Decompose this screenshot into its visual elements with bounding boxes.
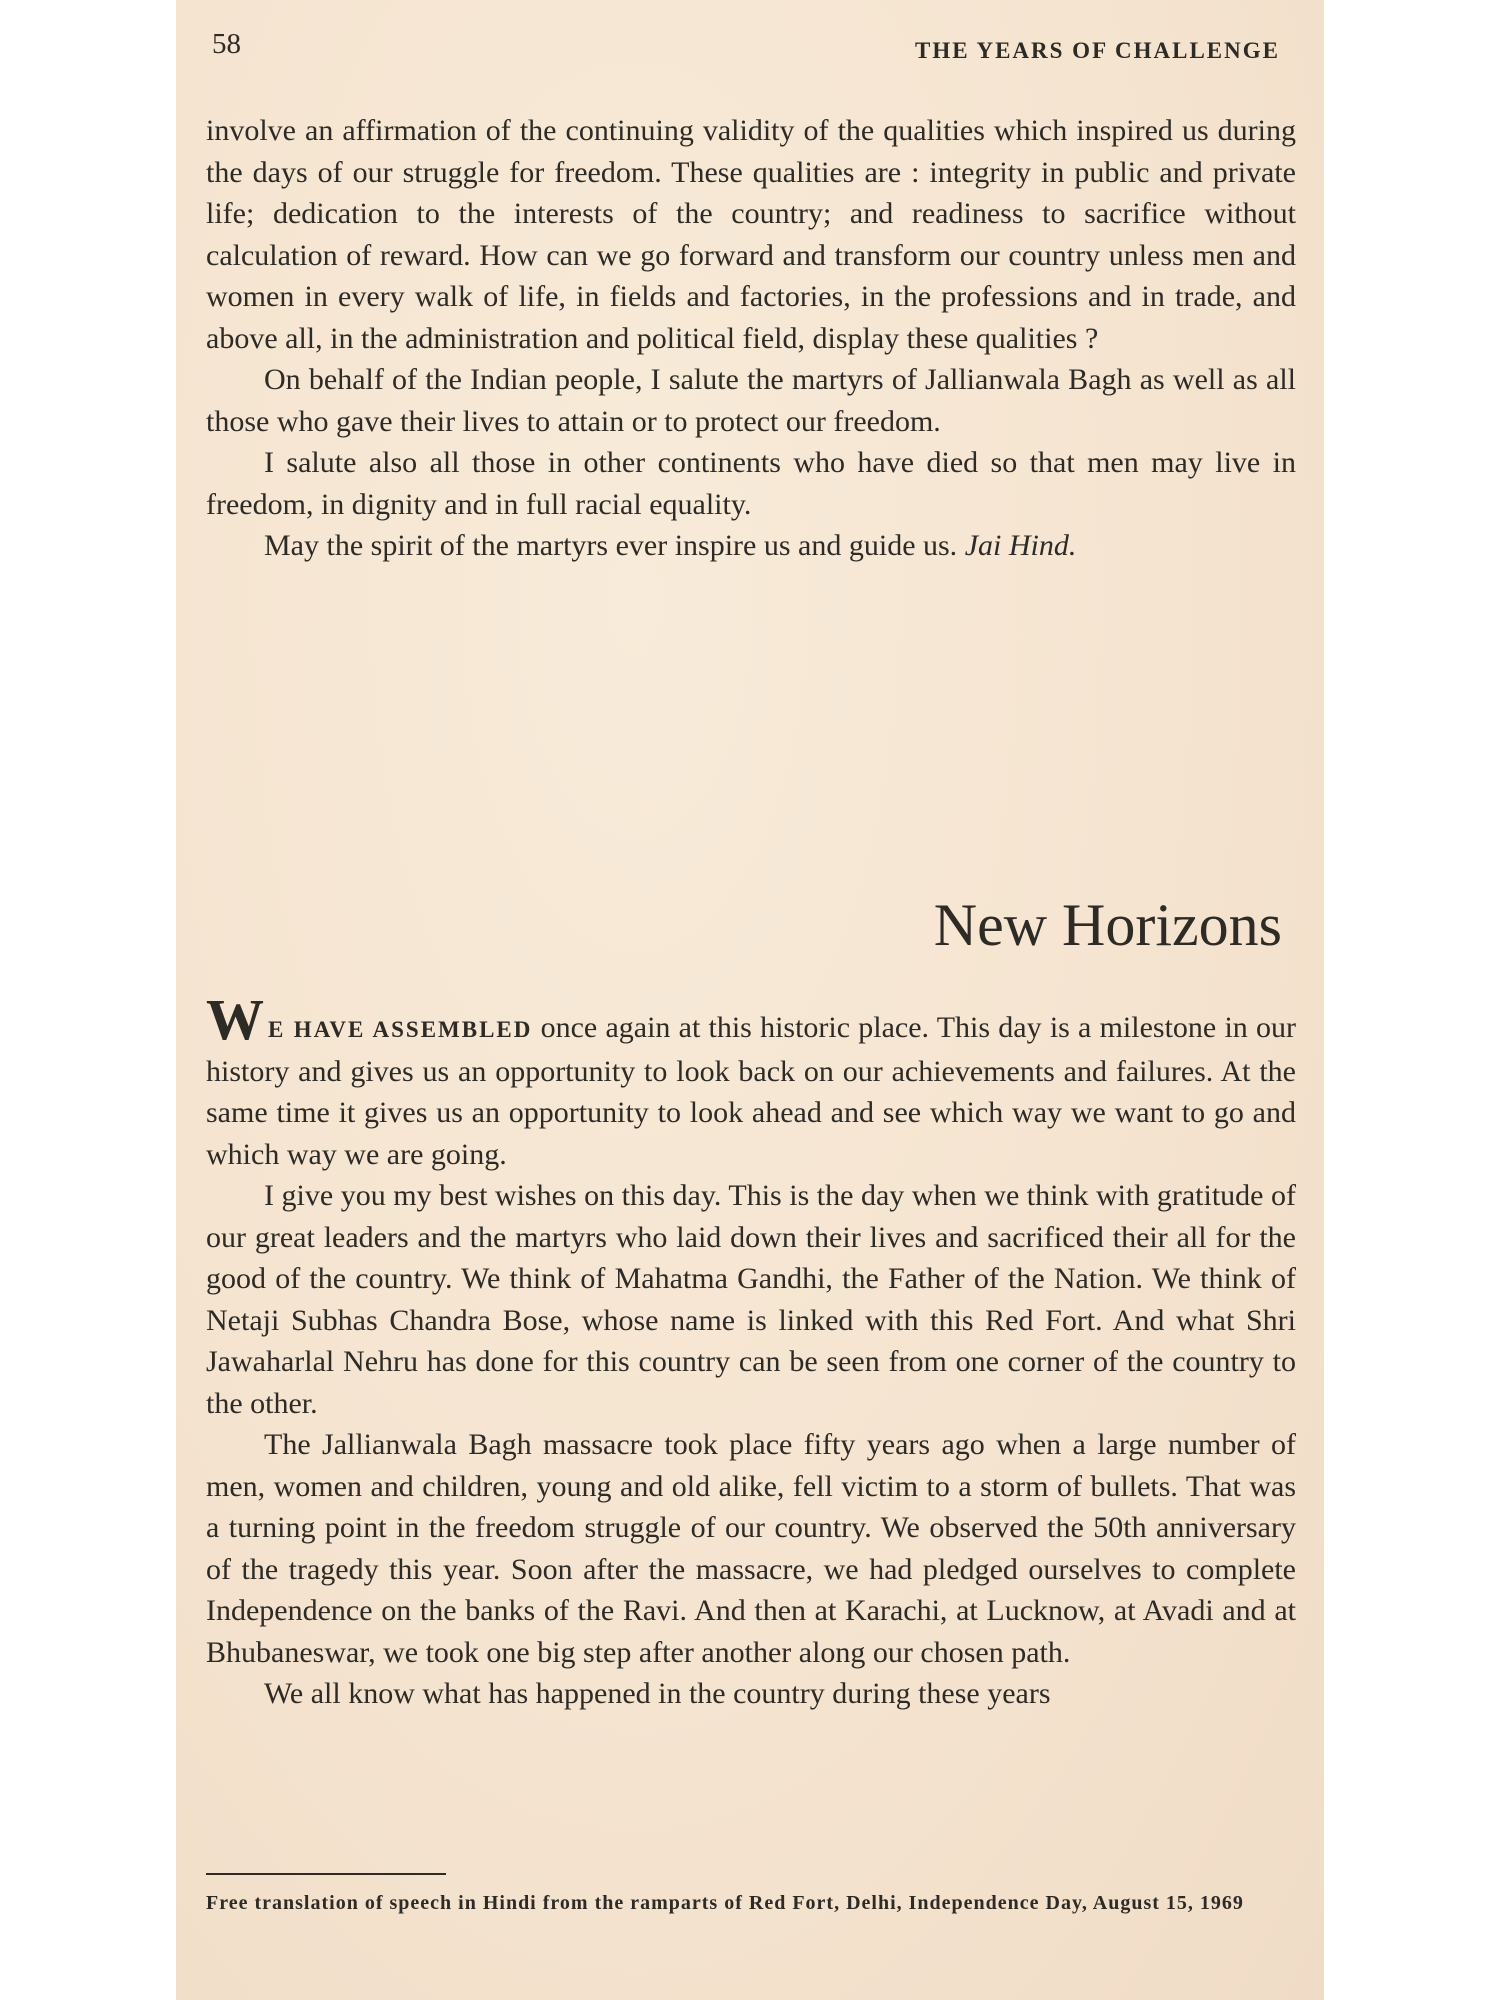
paragraph: I salute also all those in other continents who have died so that men may live in freedom, in dignity and in full racial equality. bbox=[206, 446, 1296, 521]
book-title: THE YEARS OF CHALLENGE bbox=[915, 38, 1280, 63]
drop-cap: W bbox=[206, 987, 264, 1052]
paragraph: involve an affirmation of the continuing validity of the qualities which inspired us during the days of our struggle for freedom. These qualities are : integrity in public and private life; dedication to the interests of the country; and readiness to sacrifice without calculation of reward. How can we go forward and transform our country unless men and women in every walk of life, in fields and factories, in the professions and in trade, and above all, in the administration and political field, display these qualities ? bbox=[206, 114, 1296, 355]
paragraph: I give you my best wishes on this day. This is the day when we think with gratitude of our great leaders and the martyrs who laid down their lives and sacrificed their all for the good of the country. We think of Mahatma Gandhi, the Father of the Nation. We think of Netaji Subhas Chandra Bose, whose name is linked with this Red Fort. And what Shri Jawaharlal Nehru has done for this country can be seen from one corner of the country to the other. bbox=[206, 1179, 1296, 1420]
footnote-divider bbox=[206, 1873, 446, 1875]
page-number: 58 bbox=[212, 28, 241, 60]
previous-speech-ending bbox=[206, 110, 1296, 567]
paragraph: On behalf of the Indian people, I salute the martyrs of Jallianwala Bagh as well as all those who gave their lives to attain or to protect our freedom. bbox=[206, 363, 1296, 438]
paragraph-closing bbox=[206, 525, 1296, 567]
paragraph: We all know what has happened in the country during these years bbox=[264, 1677, 1051, 1710]
opening-text: once again at this historic place. This day is a milestone in our history and gives us an opportunity to look back on our achievements and failures. At the same time it gives us an opportunity to look ahead and see which way we want to go and which way we are going. bbox=[206, 1011, 1296, 1171]
running-head bbox=[212, 28, 1280, 68]
opening-paragraph bbox=[206, 987, 1296, 1175]
opening-smallcaps: E HAVE ASSEMBLED bbox=[268, 1017, 533, 1042]
chapter-body bbox=[206, 987, 1296, 1715]
jai-hind: Jai Hind. bbox=[964, 529, 1077, 562]
chapter-title: New Horizons bbox=[933, 892, 1282, 958]
book-page bbox=[176, 0, 1324, 2000]
closing-sentence: May the spirit of the martyrs ever inspire us and guide us. bbox=[264, 529, 958, 562]
footnote: Free translation of speech in Hindi from the ramparts of Red Fort, Delhi, Independence Day, August 15, 1969 bbox=[206, 1892, 1244, 1914]
paragraph: The Jallianwala Bagh massacre took place fifty years ago when a large number of men, women and children, young and old alike, fell victim to a storm of bullets. That was a turning point in the freedom struggle of our country. We observed the 50th anniversary of the tragedy this year. Soon after the massacre, we had pledged ourselves to complete Independence on the banks of the Ravi. And then at Karachi, at Lucknow, at Avadi and at Bhubaneswar, we took one big step after another along our chosen path. bbox=[206, 1428, 1296, 1669]
